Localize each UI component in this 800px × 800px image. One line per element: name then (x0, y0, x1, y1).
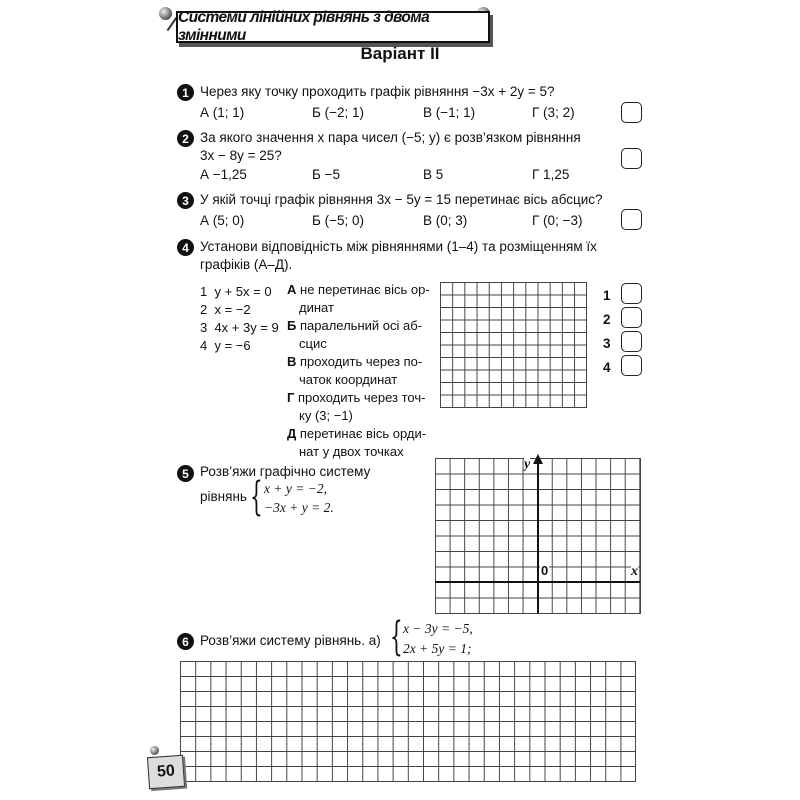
system-brace-icon: { (390, 614, 403, 660)
q4-answer-box-2[interactable] (621, 307, 642, 328)
q4-answer-label-3: 3 (603, 336, 611, 351)
q3-option-b: Б (−5; 0) (312, 213, 365, 228)
q1-option-c: В (−1; 1) (423, 105, 476, 120)
equation-1: 1 y + 5x = 0 (200, 284, 272, 299)
description-text: нат у двох точках (299, 444, 404, 459)
q4-graph-grid[interactable] (440, 282, 587, 408)
q3-option-c: В (0; 3) (423, 213, 468, 228)
description-text: сцис (299, 336, 327, 351)
pin-icon (150, 746, 159, 755)
question-5-line1: Розв’яжи графічно систему (200, 464, 371, 479)
q6-answer-grid[interactable] (180, 661, 636, 782)
question-number-3: 3 (177, 192, 194, 209)
question-6-text: Розв’яжи систему рівнянь. а) (200, 633, 381, 648)
q4-answer-label-1: 1 (603, 288, 611, 303)
system-brace-icon: { (250, 474, 263, 520)
question-2-line1: За якого значення x пара чисел (−5; y) є розв’язком рівняння (200, 130, 581, 145)
description-text: ку (3; −1) (299, 408, 353, 423)
description-text: не перетинає вісь ор- (300, 282, 430, 297)
q5-equation-2: −3x + y = 2. (264, 500, 334, 515)
q4-answer-label-4: 4 (603, 360, 611, 375)
q4-answer-label-2: 2 (603, 312, 611, 327)
q2-option-d: Г 1,25 (532, 167, 570, 182)
description-c (287, 353, 422, 389)
q2-option-c: В 5 (423, 167, 444, 182)
question-4-line2: графіків (А–Д). (200, 257, 293, 272)
q4-answer-box-3[interactable] (621, 331, 642, 352)
q2-answer-box[interactable] (621, 148, 642, 169)
q3-option-d: Г (0; −3) (532, 213, 583, 228)
question-1-text: Через яку точку проходить графік рівняння −3x + 2y = 5? (200, 84, 555, 99)
description-text: проходить через точ- (298, 390, 426, 405)
q4-answer-box-1[interactable] (621, 283, 642, 304)
pin-icon (159, 7, 172, 20)
description-a (287, 281, 430, 317)
q3-option-a: А (5; 0) (200, 213, 245, 228)
equation-4: 4 y = −6 (200, 338, 251, 353)
description-e (287, 425, 426, 461)
q3-answer-box[interactable] (621, 209, 642, 230)
x-axis-label: x (631, 564, 638, 579)
banner-title: Системи лінійних рівнянь з двома змінними (176, 11, 490, 43)
equation-3: 3 4x + 3y = 9 (200, 320, 279, 335)
y-axis (537, 458, 539, 613)
q1-option-d: Г (3; 2) (532, 105, 575, 120)
question-5-line2: рівнянь (200, 489, 247, 504)
q2-option-a: А −1,25 (200, 167, 247, 182)
y-axis-arrow-icon (533, 454, 543, 464)
q6-equation-1: x − 3y = −5, (403, 621, 473, 636)
description-text: перетинає вісь орди- (299, 426, 427, 441)
page-number: 50 (147, 755, 185, 789)
q1-option-b: Б (−2; 1) (312, 105, 365, 120)
question-number-2: 2 (177, 130, 194, 147)
q1-answer-box[interactable] (621, 102, 642, 123)
description-letter: В (287, 354, 297, 369)
question-number-1: 1 (177, 84, 194, 101)
q4-answer-box-4[interactable] (621, 355, 642, 376)
description-text: чаток координат (299, 372, 398, 387)
question-3-text: У якій точці графік рівняння 3x − 5y = 15 перетинає вісь абсцис? (200, 192, 603, 207)
description-b (287, 317, 422, 353)
description-d (287, 389, 425, 425)
question-4-line1: Установи відповідність між рівняннями (1–4) та розміщенням їх (200, 239, 597, 254)
description-text: проходить через по- (300, 354, 423, 369)
x-axis (435, 581, 640, 583)
description-letter: А (287, 282, 297, 297)
question-number-4: 4 (177, 239, 194, 256)
q6-equation-2: 2x + 5y = 1; (403, 641, 472, 656)
q1-option-a: А (1; 1) (200, 105, 245, 120)
question-number-6: 6 (177, 633, 194, 650)
description-letter: Г (287, 390, 295, 405)
variant-heading: Варіант ІІ (360, 44, 440, 63)
description-text: паралельний осі аб- (299, 318, 422, 333)
description-letter: Д (287, 426, 297, 441)
question-2-line2: 3x − 8y = 25? (200, 148, 282, 163)
equation-2: 2 x = −2 (200, 302, 251, 317)
question-number-5: 5 (177, 465, 194, 482)
origin-label: 0 (541, 563, 549, 578)
y-axis-label: y (524, 457, 531, 472)
description-letter: Б (287, 318, 297, 333)
q5-equation-1: x + y = −2, (264, 481, 327, 496)
description-text: динат (299, 300, 334, 315)
q2-option-b: Б −5 (312, 167, 341, 182)
